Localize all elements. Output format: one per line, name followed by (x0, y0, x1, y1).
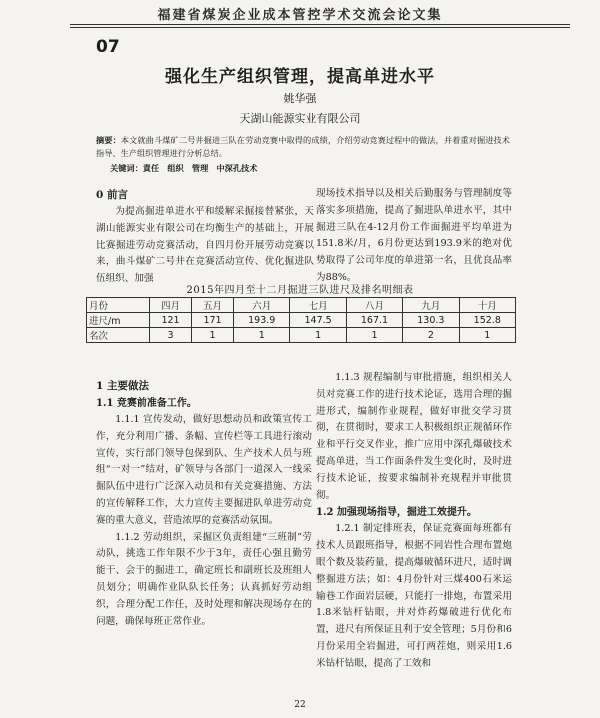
month-cell: 六月 (234, 298, 290, 313)
rank-cell: 1 (346, 328, 402, 343)
intro-paragraph: 为提高掘进单进水平和缓解采掘接替紧张，天湖山能源实业有限公司在均衡生产的基础上，开展比赛掘进劳动竞赛活动，自四月份开展劳动竞赛以来，曲斗煤矿二号井在竞赛活动宣传、优化掘进队伍组织、加强 (96, 206, 314, 285)
table-row-footage (87, 313, 516, 328)
section-1-1-2-paragraph: 1.1.2 劳动组织，采掘区负责组建“三班制”劳动队，挑选工作年限不少于3年，责任心强且勤劳能干、会干的掘进工，确定班长和副班长及班组人员划分；明确作业队队长任务；认真抓好劳动组织，合理分配工作任，及时处理和解决现场存在的问题，确保每班正常作业。 (96, 531, 312, 627)
section-1-1-1-paragraph: 1.1.1 宣传发动，做好思想动员和政策宣传工作，充分利用广播、条幅、宣传栏等工具进行滚动宣传，实行部门领导包保到队、生产技术人员与班组“一对一”结对，矿领导与各部门一道深入一线采掘队伍中进行广泛深入动员和有关竞赛措施、方法的宣传解释工作，大力宣传主要掘进队单进劳动竞赛的重大意义，营造浓厚的竞赛活动氛围。 (96, 414, 312, 526)
keywords-text: 責任 组织 管理 中深孔技术 (142, 163, 258, 173)
body-column-left (96, 377, 312, 630)
rank-cell: 1 (234, 328, 290, 343)
rank-cell: 2 (403, 328, 459, 343)
footage-cell: 130.3 (403, 313, 459, 328)
body-column-right (316, 370, 512, 673)
abstract (96, 134, 510, 160)
row-label-month: 月份 (87, 298, 150, 313)
rank-cell: 1 (290, 328, 346, 343)
section-1-2-heading: 1.2 加强现场指导，掘进工效提升。 (316, 507, 477, 519)
intro-heading: 0 前言 (96, 189, 128, 201)
rank-cell: 1 (192, 328, 234, 343)
section-1-1-3-paragraph: 1.1.3 规程编制与审批措施，组织相关人员对竞赛工作的进行技术论证，选用合理的掘进形式，编制作业规程，做好审批交学习贯彻，在贯彻时，要求工人积极组织正规循环作业和平行交叉作业，推广应用中深孔爆破技术提高单进，当工作面条件发生变化时，及时进行技术论证，按要求编制补充规程并审批贯彻。 (316, 372, 512, 501)
keywords-label: 关键词： (110, 163, 143, 173)
month-cell: 九月 (403, 298, 459, 313)
section-1-2-1-paragraph: 1.2.1 制定排班表，保证竞赛面每班都有技术人员跟班指导，根据不同岩性合理布置炮眼个数及装药量，提高爆破循环进尺，适时调整掘进方法；如：4月份针对三煤400石米运输巷工作面岩层硬，只能打一排炮，布置采用1.8米钻杆钻眼，并对炸药爆破进行优化布置，进尺有所保证且利于安全管理；5月份和6月份采用全岩掘进，可打两茬炮，则采用1.6米钻杆钻眼，提高了工效和 (316, 523, 512, 669)
abstract-text: 本文就曲斗煤矿二号井掘进三队在劳动竞赛中取得的成绩，介绍劳动竞赛过程中的做法，并着重对掘进技术指导、生产组织管理进行分析总结。 (96, 135, 510, 158)
article-number: 07 (96, 37, 120, 57)
month-cell: 十月 (459, 298, 515, 313)
footage-cell: 167.1 (346, 313, 402, 328)
row-label-footage: 进尺/m (87, 313, 150, 328)
author-affiliation: 天湖山能源实业有限公司 (239, 112, 361, 125)
month-cell: 七月 (290, 298, 346, 313)
intro-paragraph-continued: 现场技术指导以及相关后勤服务与管理制度等落实多项措施，提高了掘进队单进水平，其中掘进三队在4-12月份工作面掘进平均单进为151.8米/月，6月份更达到193.9米的绝对优势取得了公司年度的单进第一名，且优良品率为88%。 (316, 188, 512, 283)
article-title: 强化生产组织管理，提高单进水平 (165, 67, 435, 87)
abstract-label: 摘要： (96, 135, 121, 145)
footage-cell: 171 (192, 313, 234, 328)
section-1-1-heading: 1.1 竞赛前准备工作。 (96, 398, 197, 409)
article-author: 姚华强 (283, 92, 317, 105)
rank-cell: 1 (459, 328, 515, 343)
header-rule-top (70, 24, 570, 25)
month-cell: 四月 (150, 298, 192, 313)
section-1-heading: 1 主要做法 (96, 380, 149, 392)
footage-cell: 152.8 (459, 313, 515, 328)
rank-cell: 3 (150, 328, 192, 343)
page-number: 22 (294, 700, 306, 710)
keywords (110, 162, 510, 175)
intro-column-left (96, 186, 314, 288)
table-row-months (87, 298, 516, 313)
footage-cell: 193.9 (234, 313, 290, 328)
table-caption: 2015年四月至十二月掘进三队进尺及排名明细表 (186, 285, 414, 296)
progress-table (86, 297, 516, 343)
intro-column-right (316, 186, 512, 287)
row-label-rank: 名次 (87, 328, 150, 343)
month-cell: 八月 (346, 298, 402, 313)
footage-cell: 121 (150, 313, 192, 328)
table-row-rank (87, 328, 516, 343)
running-header: 福建省煤炭企业成本管控学术交流会论文集 (157, 8, 443, 23)
month-cell: 五月 (192, 298, 234, 313)
footage-cell: 147.5 (290, 313, 346, 328)
header-rule-bottom (70, 27, 570, 28)
